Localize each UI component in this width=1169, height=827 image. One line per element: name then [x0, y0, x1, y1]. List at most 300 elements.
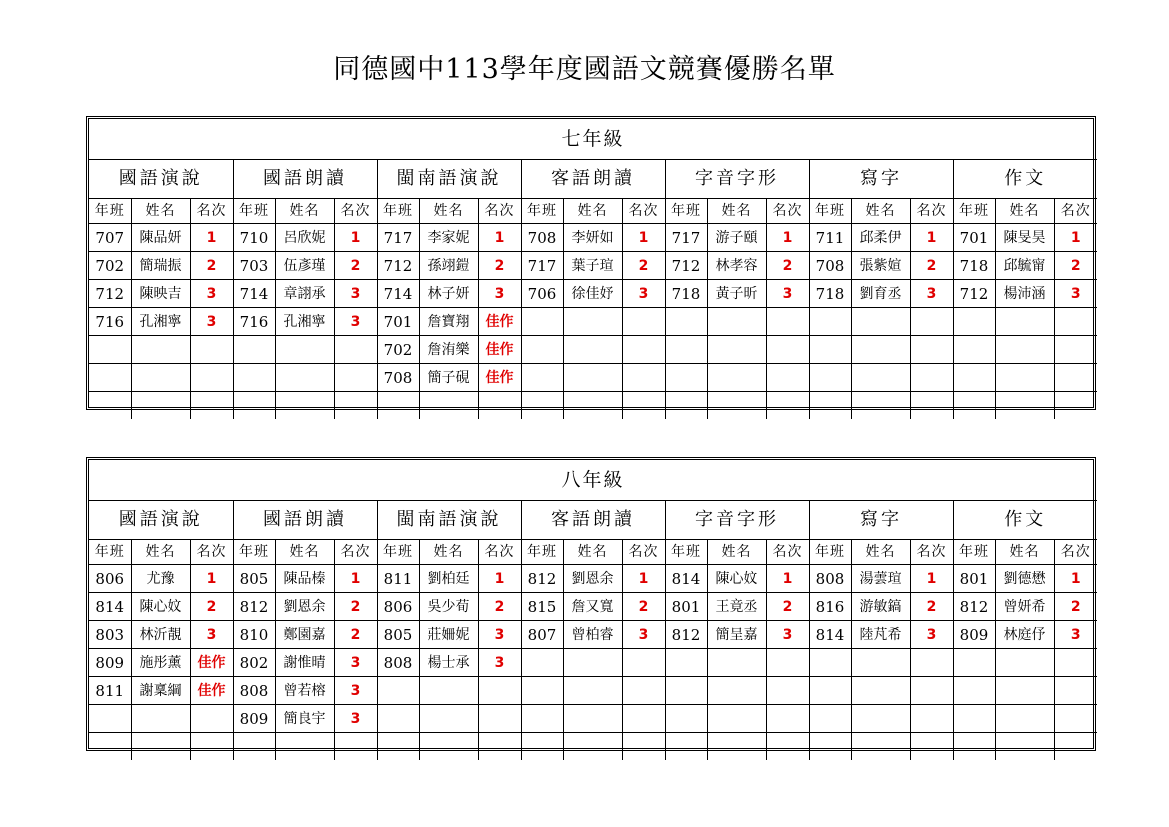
header-rank: 名次: [622, 540, 665, 565]
rank-cell: [622, 392, 665, 420]
name-cell: [563, 392, 622, 420]
rank-cell: [190, 336, 233, 364]
class-cell: [233, 336, 275, 364]
table-row: [89, 336, 1097, 364]
competition-name: 寫字: [809, 501, 953, 540]
rank-cell: 1: [622, 565, 665, 593]
name-cell: 林沂靚: [131, 621, 190, 649]
name-cell: [563, 364, 622, 392]
class-cell: 716: [233, 308, 275, 336]
name-cell: 劉柏廷: [419, 565, 478, 593]
class-cell: [233, 364, 275, 392]
header-rank: 名次: [478, 540, 521, 565]
name-cell: [995, 733, 1054, 761]
rank-cell: [1054, 308, 1097, 336]
rank-cell: [622, 336, 665, 364]
name-cell: 徐佳妤: [563, 280, 622, 308]
rank-cell: [910, 733, 953, 761]
grade-title-row: [89, 460, 1097, 501]
rank-cell: 佳作: [190, 649, 233, 677]
name-cell: 簡良宇: [275, 705, 334, 733]
name-cell: 陳品榛: [275, 565, 334, 593]
rank-cell: [1054, 392, 1097, 420]
class-cell: [377, 392, 419, 420]
competition-name: 閩南語演說: [377, 501, 521, 540]
name-cell: 尤豫: [131, 565, 190, 593]
rank-cell: 1: [766, 565, 809, 593]
name-cell: 李妍如: [563, 224, 622, 252]
class-cell: [809, 733, 851, 761]
name-cell: 張紫媗: [851, 252, 910, 280]
header-class: 年班: [665, 540, 707, 565]
name-cell: 吳少荀: [419, 593, 478, 621]
name-cell: 葉子瑄: [563, 252, 622, 280]
name-cell: [995, 336, 1054, 364]
class-cell: 811: [89, 677, 131, 705]
header-class: 年班: [521, 540, 563, 565]
name-cell: [707, 705, 766, 733]
competition-name: 客語朗讀: [521, 160, 665, 199]
class-cell: 703: [233, 252, 275, 280]
table-row: [89, 392, 1097, 420]
name-cell: 謝惟晴: [275, 649, 334, 677]
table-row: [89, 565, 1097, 593]
name-cell: [563, 677, 622, 705]
rank-cell: [622, 364, 665, 392]
class-cell: [665, 705, 707, 733]
class-cell: 712: [89, 280, 131, 308]
name-cell: [707, 677, 766, 705]
rank-cell: 2: [910, 593, 953, 621]
class-cell: 718: [809, 280, 851, 308]
header-rank: 名次: [766, 540, 809, 565]
rank-cell: 1: [910, 224, 953, 252]
name-cell: [995, 705, 1054, 733]
name-cell: [995, 308, 1054, 336]
name-cell: [275, 336, 334, 364]
class-cell: 716: [89, 308, 131, 336]
results-table: [89, 119, 1097, 419]
class-cell: 811: [377, 565, 419, 593]
table-row: [89, 733, 1097, 761]
name-cell: 劉育丞: [851, 280, 910, 308]
header-name: 姓名: [707, 540, 766, 565]
rank-cell: [622, 308, 665, 336]
results-table: [89, 460, 1097, 760]
name-cell: 曾柏睿: [563, 621, 622, 649]
name-cell: [563, 308, 622, 336]
rank-cell: 1: [334, 224, 377, 252]
grade-title: 八年級: [89, 460, 1097, 501]
rank-cell: 2: [190, 593, 233, 621]
name-cell: [275, 364, 334, 392]
rank-cell: 1: [910, 565, 953, 593]
header-name: 姓名: [131, 199, 190, 224]
name-cell: 曾若榕: [275, 677, 334, 705]
rank-cell: 佳作: [478, 336, 521, 364]
class-cell: 712: [953, 280, 995, 308]
rank-cell: [1054, 336, 1097, 364]
rank-cell: 3: [334, 280, 377, 308]
rank-cell: [1054, 649, 1097, 677]
class-cell: [665, 364, 707, 392]
name-cell: [275, 392, 334, 420]
competition-row: [89, 160, 1097, 199]
name-cell: 孫翊鎧: [419, 252, 478, 280]
table-row: [89, 705, 1097, 733]
header-rank: 名次: [190, 199, 233, 224]
competition-name: 國語朗讀: [233, 501, 377, 540]
class-cell: 806: [377, 593, 419, 621]
rank-cell: [766, 705, 809, 733]
class-cell: 718: [665, 280, 707, 308]
class-cell: 802: [233, 649, 275, 677]
header-class: 年班: [89, 199, 131, 224]
rank-cell: 3: [1054, 621, 1097, 649]
rank-cell: [910, 705, 953, 733]
class-cell: [953, 364, 995, 392]
class-cell: [953, 649, 995, 677]
class-cell: [521, 705, 563, 733]
name-cell: [851, 364, 910, 392]
name-cell: [851, 677, 910, 705]
table-row: [89, 593, 1097, 621]
class-cell: 711: [809, 224, 851, 252]
name-cell: 簡子硯: [419, 364, 478, 392]
header-name: 姓名: [707, 199, 766, 224]
rank-cell: 3: [334, 677, 377, 705]
rank-cell: 2: [190, 252, 233, 280]
name-cell: 呂欣妮: [275, 224, 334, 252]
header-rank: 名次: [334, 199, 377, 224]
header-rank: 名次: [910, 540, 953, 565]
rank-cell: [910, 336, 953, 364]
rank-cell: 1: [478, 565, 521, 593]
rank-cell: 3: [478, 621, 521, 649]
class-cell: 712: [665, 252, 707, 280]
header-class: 年班: [233, 199, 275, 224]
rank-cell: 3: [334, 705, 377, 733]
name-cell: 曾妍希: [995, 593, 1054, 621]
class-cell: [665, 677, 707, 705]
header-name: 姓名: [851, 199, 910, 224]
name-cell: 鄭園嘉: [275, 621, 334, 649]
class-cell: 816: [809, 593, 851, 621]
class-cell: 812: [521, 565, 563, 593]
class-cell: [809, 308, 851, 336]
rank-cell: 3: [334, 649, 377, 677]
rank-cell: [622, 733, 665, 761]
name-cell: 施彤薰: [131, 649, 190, 677]
name-cell: 林庭伃: [995, 621, 1054, 649]
class-cell: 814: [665, 565, 707, 593]
class-cell: 710: [233, 224, 275, 252]
class-cell: [521, 677, 563, 705]
rank-cell: 3: [1054, 280, 1097, 308]
header-class: 年班: [521, 199, 563, 224]
rank-cell: 1: [334, 565, 377, 593]
rank-cell: 2: [334, 621, 377, 649]
name-cell: 林孝容: [707, 252, 766, 280]
rank-cell: [766, 392, 809, 420]
grade-title-row: [89, 119, 1097, 160]
name-cell: [851, 705, 910, 733]
class-cell: [953, 677, 995, 705]
rank-cell: [190, 392, 233, 420]
rank-cell: 3: [190, 308, 233, 336]
header-name: 姓名: [995, 540, 1054, 565]
rank-cell: [334, 733, 377, 761]
class-cell: 807: [521, 621, 563, 649]
name-cell: 陸芃希: [851, 621, 910, 649]
rank-cell: 3: [478, 649, 521, 677]
rank-cell: [190, 364, 233, 392]
rank-cell: 2: [334, 252, 377, 280]
rank-cell: 3: [766, 621, 809, 649]
name-cell: 林子妍: [419, 280, 478, 308]
rank-cell: [1054, 733, 1097, 761]
rank-cell: [622, 677, 665, 705]
header-rank: 名次: [622, 199, 665, 224]
rank-cell: [190, 733, 233, 761]
class-cell: [521, 364, 563, 392]
name-cell: 簡瑞振: [131, 252, 190, 280]
class-cell: [233, 392, 275, 420]
class-cell: [953, 336, 995, 364]
header-name: 姓名: [275, 199, 334, 224]
class-cell: 708: [377, 364, 419, 392]
class-cell: [89, 364, 131, 392]
class-cell: 717: [377, 224, 419, 252]
name-cell: [563, 336, 622, 364]
class-cell: [809, 649, 851, 677]
rank-cell: 2: [478, 593, 521, 621]
competition-row: [89, 501, 1097, 540]
name-cell: 李家妮: [419, 224, 478, 252]
rank-cell: 2: [622, 593, 665, 621]
rank-cell: [622, 649, 665, 677]
header-rank: 名次: [1054, 540, 1097, 565]
name-cell: [995, 364, 1054, 392]
rank-cell: 佳作: [478, 308, 521, 336]
name-cell: 湯蕓瑄: [851, 565, 910, 593]
table-row: [89, 280, 1097, 308]
rank-cell: [1054, 677, 1097, 705]
competition-name: 作文: [953, 501, 1097, 540]
rank-cell: 3: [190, 621, 233, 649]
rank-cell: [334, 364, 377, 392]
class-cell: 706: [521, 280, 563, 308]
class-cell: 714: [377, 280, 419, 308]
rank-cell: [766, 733, 809, 761]
rank-cell: [478, 677, 521, 705]
header-rank: 名次: [910, 199, 953, 224]
competition-name: 字音字形: [665, 160, 809, 199]
class-cell: 702: [377, 336, 419, 364]
class-cell: [521, 336, 563, 364]
name-cell: 簡呈嘉: [707, 621, 766, 649]
class-cell: [521, 649, 563, 677]
rank-cell: [766, 336, 809, 364]
competition-name: 字音字形: [665, 501, 809, 540]
column-header-row: [89, 540, 1097, 565]
class-cell: 808: [809, 565, 851, 593]
class-cell: [89, 705, 131, 733]
header-name: 姓名: [419, 199, 478, 224]
rank-cell: 2: [334, 593, 377, 621]
rank-cell: 佳作: [190, 677, 233, 705]
name-cell: 楊士承: [419, 649, 478, 677]
rank-cell: 1: [190, 565, 233, 593]
grade-7-table: [86, 116, 1096, 410]
header-name: 姓名: [419, 540, 478, 565]
rank-cell: [766, 677, 809, 705]
name-cell: 王竟丞: [707, 593, 766, 621]
class-cell: [665, 336, 707, 364]
name-cell: 游敏鎬: [851, 593, 910, 621]
class-cell: 717: [665, 224, 707, 252]
header-name: 姓名: [563, 540, 622, 565]
class-cell: [953, 733, 995, 761]
rank-cell: [334, 392, 377, 420]
header-class: 年班: [953, 199, 995, 224]
rank-cell: 1: [766, 224, 809, 252]
class-cell: 803: [89, 621, 131, 649]
rank-cell: 3: [190, 280, 233, 308]
header-rank: 名次: [478, 199, 521, 224]
class-cell: [377, 733, 419, 761]
rank-cell: [910, 392, 953, 420]
name-cell: 楊沛涵: [995, 280, 1054, 308]
grade-title: 七年級: [89, 119, 1097, 160]
class-cell: 810: [233, 621, 275, 649]
rank-cell: 1: [478, 224, 521, 252]
rank-cell: 3: [622, 621, 665, 649]
header-class: 年班: [377, 540, 419, 565]
class-cell: [521, 733, 563, 761]
rank-cell: 1: [622, 224, 665, 252]
class-cell: [809, 677, 851, 705]
class-cell: 801: [665, 593, 707, 621]
name-cell: [419, 733, 478, 761]
table-row: [89, 308, 1097, 336]
name-cell: 詹寶翔: [419, 308, 478, 336]
rank-cell: 佳作: [478, 364, 521, 392]
rank-cell: 2: [766, 593, 809, 621]
header-rank: 名次: [1054, 199, 1097, 224]
class-cell: [809, 336, 851, 364]
class-cell: [377, 677, 419, 705]
class-cell: 812: [233, 593, 275, 621]
table-row: [89, 649, 1097, 677]
name-cell: [419, 392, 478, 420]
name-cell: [707, 364, 766, 392]
header-name: 姓名: [851, 540, 910, 565]
class-cell: 714: [233, 280, 275, 308]
name-cell: 劉恩余: [275, 593, 334, 621]
page-title: 同德國中113學年度國語文競賽優勝名單: [333, 54, 836, 85]
rank-cell: 2: [766, 252, 809, 280]
rank-cell: [910, 677, 953, 705]
name-cell: [131, 733, 190, 761]
class-cell: [809, 392, 851, 420]
name-cell: [131, 705, 190, 733]
name-cell: 陳旻昊: [995, 224, 1054, 252]
header-class: 年班: [233, 540, 275, 565]
class-cell: 814: [89, 593, 131, 621]
name-cell: 陳映吉: [131, 280, 190, 308]
rank-cell: [910, 649, 953, 677]
class-cell: [665, 733, 707, 761]
class-cell: 801: [953, 565, 995, 593]
name-cell: 孔湘寧: [275, 308, 334, 336]
class-cell: 815: [521, 593, 563, 621]
rank-cell: [334, 336, 377, 364]
rank-cell: 1: [1054, 565, 1097, 593]
rank-cell: 3: [478, 280, 521, 308]
name-cell: 孔湘寧: [131, 308, 190, 336]
header-name: 姓名: [563, 199, 622, 224]
name-cell: [707, 649, 766, 677]
name-cell: 莊姍妮: [419, 621, 478, 649]
name-cell: [851, 392, 910, 420]
name-cell: [563, 649, 622, 677]
class-cell: [521, 392, 563, 420]
rank-cell: [766, 364, 809, 392]
class-cell: 808: [377, 649, 419, 677]
name-cell: [419, 677, 478, 705]
name-cell: [131, 364, 190, 392]
name-cell: 伍彥瑾: [275, 252, 334, 280]
name-cell: [995, 392, 1054, 420]
class-cell: [665, 649, 707, 677]
rank-cell: [1054, 364, 1097, 392]
rank-cell: 2: [1054, 593, 1097, 621]
name-cell: 劉德懋: [995, 565, 1054, 593]
rank-cell: 1: [1054, 224, 1097, 252]
class-cell: 708: [521, 224, 563, 252]
header-class: 年班: [809, 540, 851, 565]
name-cell: 黃子昕: [707, 280, 766, 308]
rank-cell: [910, 308, 953, 336]
rank-cell: [190, 705, 233, 733]
name-cell: 詹又寬: [563, 593, 622, 621]
name-cell: [851, 733, 910, 761]
competition-name: 寫字: [809, 160, 953, 199]
class-cell: 812: [665, 621, 707, 649]
name-cell: [851, 649, 910, 677]
header-class: 年班: [665, 199, 707, 224]
class-cell: 806: [89, 565, 131, 593]
name-cell: 陳心妏: [707, 565, 766, 593]
class-cell: 814: [809, 621, 851, 649]
competition-name: 國語演說: [89, 501, 233, 540]
rank-cell: 3: [622, 280, 665, 308]
header-rank: 名次: [190, 540, 233, 565]
class-cell: 717: [521, 252, 563, 280]
competition-name: 客語朗讀: [521, 501, 665, 540]
class-cell: 809: [89, 649, 131, 677]
rank-cell: 2: [622, 252, 665, 280]
table-row: [89, 621, 1097, 649]
table-row: [89, 224, 1097, 252]
class-cell: [521, 308, 563, 336]
rank-cell: 3: [910, 280, 953, 308]
name-cell: 謝稟綱: [131, 677, 190, 705]
rank-cell: [478, 392, 521, 420]
class-cell: [953, 308, 995, 336]
rank-cell: 1: [190, 224, 233, 252]
